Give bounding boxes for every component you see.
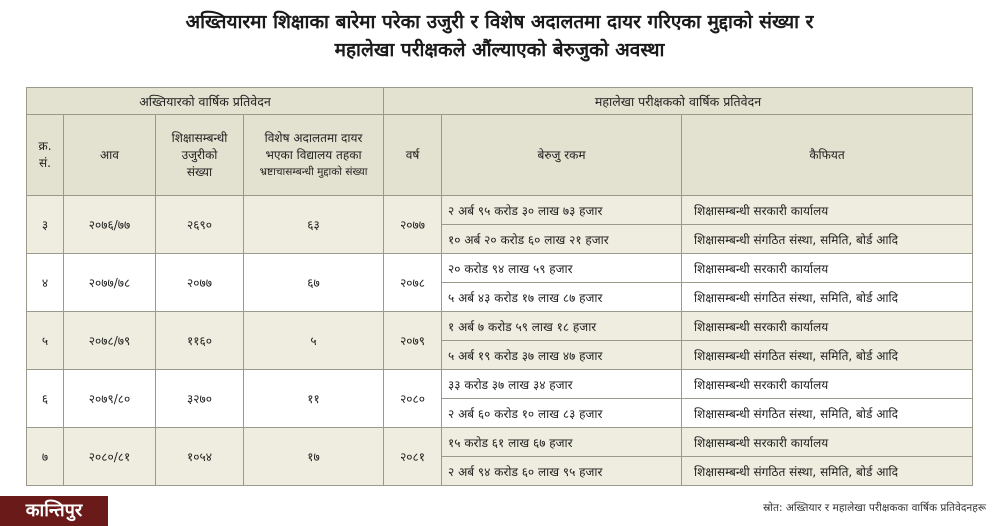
cell-fiscal-year: २०७७/७८ bbox=[64, 254, 156, 312]
col-header-year: वर्ष bbox=[384, 115, 442, 196]
cell-remark: शिक्षासम्बन्धी सरकारी कार्यालय bbox=[682, 312, 973, 341]
cell-sn: ५ bbox=[27, 312, 64, 370]
cell-sn: ३ bbox=[27, 196, 64, 254]
col-header-sn-line2: सं. bbox=[39, 156, 51, 170]
group-header-left: अख्तियारको वार्षिक प्रतिवेदन bbox=[27, 88, 384, 115]
col-header-sn-line1: क्र. bbox=[38, 139, 52, 153]
cell-cases: ५ bbox=[244, 312, 384, 370]
group-header-row bbox=[27, 88, 973, 115]
col-header-remarks: कैफियत bbox=[682, 115, 973, 196]
col-header-complaints-line1: शिक्षासम्बन्धी bbox=[171, 130, 228, 145]
col-header-cases-line1: विशेष अदालतमा दायर bbox=[264, 130, 363, 145]
table-row bbox=[27, 428, 973, 457]
title-line-1: अख्तियारमा शिक्षाका बारेमा परेका उजुरी र विशेष अदालतमा दायर गरिएका मुद्दाको संख्या र bbox=[185, 11, 814, 33]
cell-amount: ५ अर्ब १९ करोड ३७ लाख ४७ हजार bbox=[442, 341, 682, 370]
table-row bbox=[27, 196, 973, 225]
source-note: स्रोत: अख्तियार र महालेखा परीक्षकका वार्षिक प्रतिवेदनहरू bbox=[763, 502, 986, 514]
col-header-amount: बेरुजु रकम bbox=[442, 115, 682, 196]
col-header-complaints-line3: संख्या bbox=[186, 164, 213, 179]
col-header-cases bbox=[244, 115, 384, 196]
cell-amount: २० करोड ९४ लाख ५९ हजार bbox=[442, 254, 682, 283]
cell-remark: शिक्षासम्बन्धी संगठित संस्था, समिति, बोर्ड आदि bbox=[682, 283, 973, 312]
cell-fiscal-year: २०८०/८१ bbox=[64, 428, 156, 486]
data-table bbox=[26, 87, 973, 486]
cell-amount: ३३ करोड ३७ लाख ३४ हजार bbox=[442, 370, 682, 399]
cell-cases: १७ bbox=[244, 428, 384, 486]
cell-year: २०८० bbox=[384, 370, 442, 428]
col-header-fiscal-year: आव bbox=[64, 115, 156, 196]
cell-remark: शिक्षासम्बन्धी संगठित संस्था, समिति, बोर्ड आदि bbox=[682, 457, 973, 486]
cell-complaints: १०५४ bbox=[156, 428, 244, 486]
cell-year: २०८१ bbox=[384, 428, 442, 486]
table-row bbox=[27, 312, 973, 341]
cell-fiscal-year: २०७८/७९ bbox=[64, 312, 156, 370]
column-header-row bbox=[27, 115, 973, 196]
cell-remark: शिक्षासम्बन्धी सरकारी कार्यालय bbox=[682, 428, 973, 457]
group-header-right: महालेखा परीक्षकको वार्षिक प्रतिवेदन bbox=[384, 88, 973, 115]
col-header-complaints bbox=[156, 115, 244, 196]
cell-sn: ४ bbox=[27, 254, 64, 312]
cell-amount: २ अर्ब ६० करोड १० लाख ८३ हजार bbox=[442, 399, 682, 428]
table-row bbox=[27, 370, 973, 399]
cell-year: २०७८ bbox=[384, 254, 442, 312]
cell-remark: शिक्षासम्बन्धी संगठित संस्था, समिति, बोर्ड आदि bbox=[682, 225, 973, 254]
cell-fiscal-year: २०७९/८० bbox=[64, 370, 156, 428]
cell-remark: शिक्षासम्बन्धी सरकारी कार्यालय bbox=[682, 254, 973, 283]
cell-remark: शिक्षासम्बन्धी सरकारी कार्यालय bbox=[682, 370, 973, 399]
cell-amount: २ अर्ब ९४ करोड ६० लाख ९५ हजार bbox=[442, 457, 682, 486]
cell-remark: शिक्षासम्बन्धी सरकारी कार्यालय bbox=[682, 196, 973, 225]
page-title bbox=[0, 8, 999, 64]
cell-complaints: ३२७० bbox=[156, 370, 244, 428]
table-row bbox=[27, 254, 973, 283]
col-header-cases-line2: भएका विद्यालय तहका bbox=[265, 147, 362, 162]
cell-amount: १५ करोड ६१ लाख ६७ हजार bbox=[442, 428, 682, 457]
cell-remark: शिक्षासम्बन्धी संगठित संस्था, समिति, बोर्ड आदि bbox=[682, 399, 973, 428]
cell-complaints: ११६० bbox=[156, 312, 244, 370]
kantipur-logo: कान्तिपुर bbox=[0, 496, 108, 526]
cell-sn: ६ bbox=[27, 370, 64, 428]
cell-cases: ६७ bbox=[244, 254, 384, 312]
col-header-cases-line3: भ्रष्टाचासम्बन्धी मुद्दाको संख्या bbox=[259, 165, 368, 178]
cell-year: २०७९ bbox=[384, 312, 442, 370]
cell-complaints: २६९० bbox=[156, 196, 244, 254]
cell-sn: ७ bbox=[27, 428, 64, 486]
col-header-sn bbox=[27, 115, 64, 196]
cell-cases: ११ bbox=[244, 370, 384, 428]
cell-amount: १० अर्ब २० करोड ६० लाख २१ हजार bbox=[442, 225, 682, 254]
cell-cases: ६३ bbox=[244, 196, 384, 254]
cell-remark: शिक्षासम्बन्धी संगठित संस्था, समिति, बोर्ड आदि bbox=[682, 341, 973, 370]
cell-fiscal-year: २०७६/७७ bbox=[64, 196, 156, 254]
cell-year: २०७७ bbox=[384, 196, 442, 254]
col-header-complaints-line2: उजुरीको bbox=[181, 147, 218, 162]
cell-amount: २ अर्ब ९५ करोड ३० लाख ७३ हजार bbox=[442, 196, 682, 225]
cell-amount: १ अर्ब ७ करोड ५९ लाख १८ हजार bbox=[442, 312, 682, 341]
title-line-2: महालेखा परीक्षकले औंल्याएको बेरुजुको अवस्था bbox=[334, 39, 665, 61]
cell-complaints: २०७७ bbox=[156, 254, 244, 312]
cell-amount: ५ अर्ब ४३ करोड १७ लाख ८७ हजार bbox=[442, 283, 682, 312]
